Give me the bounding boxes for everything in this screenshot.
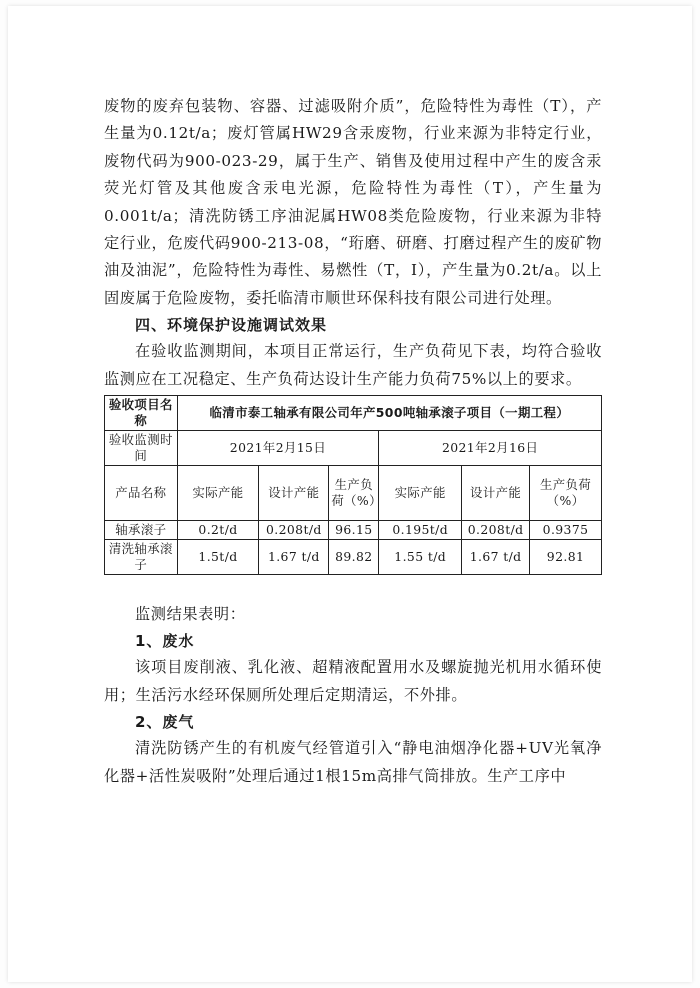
cell-load: 89.82 [329, 540, 379, 575]
section-heading-env-protection: 四、环境保护设施调试效果 [135, 316, 328, 335]
project-label-cell: 验收项目名称 [105, 396, 178, 431]
production-load-table [104, 395, 602, 575]
col-load-header: 生产负荷（%） [530, 466, 602, 521]
results-intro: 监测结果表明： [135, 605, 246, 624]
col-load-header: 生产负荷（%） [329, 466, 379, 521]
col-actual-header: 实际产能 [177, 466, 259, 521]
col-actual-header: 实际产能 [379, 466, 462, 521]
wastewater-paragraph: 该项目废削液、乳化液、超精液配置用水及螺旋抛光机用水循环使用；生活污水经环保厕所处理后定期清运，不外排。 [104, 658, 602, 704]
cell-design: 1.67 t/d [462, 540, 530, 575]
cell-design: 0.208t/d [259, 521, 329, 540]
spacer [104, 575, 602, 601]
table-row [105, 431, 602, 466]
section-heading-wastewater: 1、废水 [135, 632, 195, 651]
table-row [105, 396, 602, 431]
project-name-cell: 临清市泰工轴承有限公司年产500吨轴承滚子项目（一期工程） [177, 396, 601, 431]
cell-actual: 1.5t/d [177, 540, 259, 575]
col-design-header: 设计产能 [462, 466, 530, 521]
cell-load: 0.9375 [530, 521, 602, 540]
table-row [105, 540, 602, 575]
hazardous-waste-paragraph: 废物的废弃包装物、容器、过滤吸附介质”，危险特性为毒性（T），产生量为0.12t/a；废灯管属HW29含汞废物，行业来源为非特定行业，废物代码为900-023-29，属于生产、销售及使用过程中产生的废含汞荧光灯管及其他废含汞电光源，危险特性为毒性（T），产生量为0.001t/a；清洗防锈工序油泥属HW08类危险废物，行业来源为非特定行业，危废代码900-213-08，“珩磨、研磨、打磨过程产生的废矿物油及油泥”，危险特性为毒性、易燃性（T，I），产生量为0.2t/a。以上固废属于危险废物，委托临清市顺世环保科技有限公司进行处理。 [104, 97, 602, 307]
cell-actual: 0.195t/d [379, 521, 462, 540]
cell-product: 清洗轴承滚子 [105, 540, 178, 575]
date2-cell: 2021年2月16日 [379, 431, 602, 466]
load-intro-paragraph: 在验收监测期间，本项目正常运行，生产负荷见下表，均符合验收监测应在工况稳定、生产负荷达设计生产能力负荷75%以上的要求。 [104, 342, 602, 388]
date1-cell: 2021年2月15日 [177, 431, 379, 466]
page-content [104, 93, 602, 790]
cell-actual: 0.2t/d [177, 521, 259, 540]
cell-design: 0.208t/d [462, 521, 530, 540]
section-heading-exhaust: 2、废气 [135, 713, 195, 732]
col-design-header: 设计产能 [259, 466, 329, 521]
table-row [105, 521, 602, 540]
cell-load: 92.81 [530, 540, 602, 575]
cell-product: 轴承滚子 [105, 521, 178, 540]
exhaust-paragraph: 清洗防锈产生的有机废气经管道引入“静电油烟净化器+UV光氧净化器+活性炭吸附”处理后通过1根15m高排气筒排放。生产工序中 [104, 739, 602, 785]
cell-load: 96.15 [329, 521, 379, 540]
time-label-cell: 验收监测时间 [105, 431, 178, 466]
cell-design: 1.67 t/d [259, 540, 329, 575]
col-product-header: 产品名称 [105, 466, 178, 521]
table-header-row [105, 466, 602, 521]
cell-actual: 1.55 t/d [379, 540, 462, 575]
